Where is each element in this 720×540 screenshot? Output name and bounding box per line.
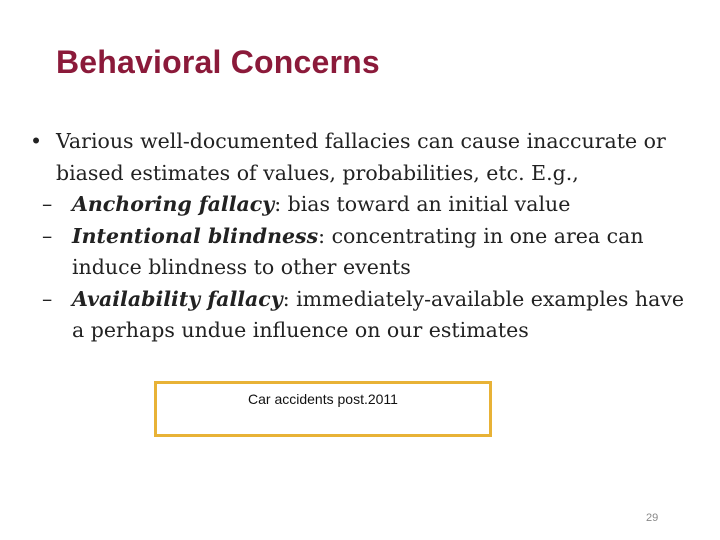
- desc-availability-fallacy: : immediately-available examples have a perhaps undue influence on our estimates: [72, 286, 685, 342]
- callout-box: [154, 381, 492, 437]
- main-bullet: [30, 126, 690, 189]
- term-anchoring-fallacy: Anchoring fallacy: [72, 192, 275, 216]
- slide-title: Behavioral Concerns: [56, 44, 380, 80]
- page-number: 29: [646, 512, 659, 524]
- sub-bullet-intentional: [30, 221, 690, 284]
- callout-text: Car accidents post.2011: [248, 391, 398, 407]
- term-intentional-blindness: Intentional blindness: [72, 223, 319, 248]
- main-bullet-text: Various well-documented fallacies can cause inaccurate or biased estimates of values, probabilities, etc. E.g.,: [56, 129, 666, 185]
- dash-marker: –: [42, 286, 53, 311]
- term-availability-fallacy: Availability fallacy: [72, 286, 283, 311]
- bullet-marker: •: [30, 129, 43, 153]
- slide-body: [30, 126, 690, 347]
- sub-bullet-availability: [30, 284, 690, 347]
- desc-intentional-blindness: : concentrating in one area can induce blindness to other events: [72, 223, 644, 279]
- dash-marker: –: [42, 192, 53, 216]
- sub-bullet-anchoring: [30, 189, 690, 221]
- desc-anchoring-fallacy: : bias toward an initial value: [274, 192, 571, 216]
- dash-marker: –: [42, 223, 53, 248]
